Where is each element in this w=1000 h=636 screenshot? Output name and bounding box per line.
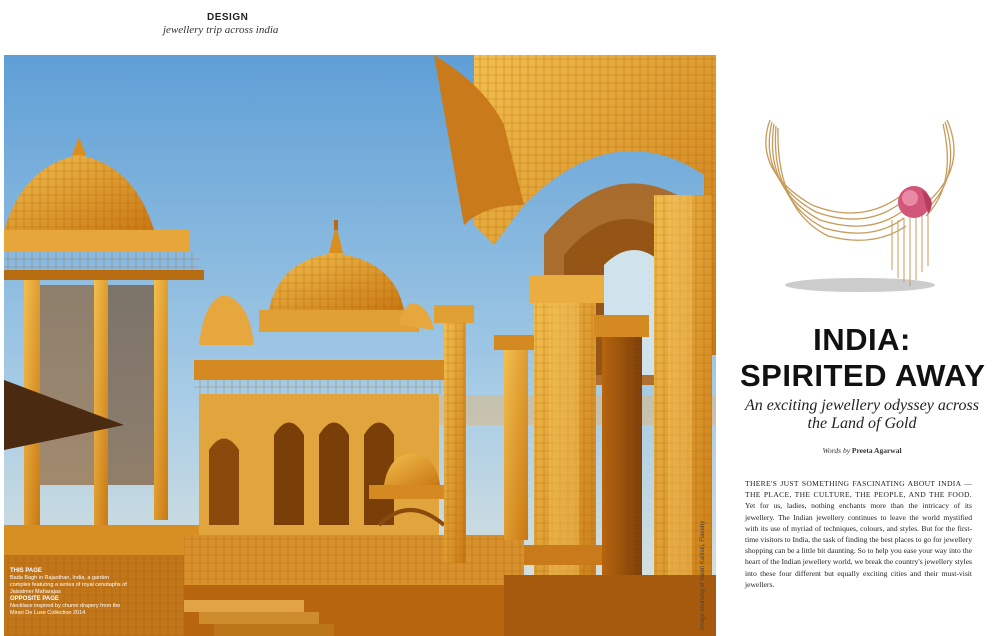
byline-label: Words by [822, 446, 851, 455]
necklace-image [742, 110, 972, 300]
standfirst: An exciting jewellery odyssey across the Land of Gold [745, 397, 979, 432]
headline-line-2: SPIRITED AWAY [740, 358, 986, 393]
headline [740, 322, 984, 394]
byline-author: Preeta Agarwal [851, 446, 902, 455]
caption-opposite-page-text: Necklace inspired by chunni drapery from the Mirari De Luxe Collection 2014 [10, 603, 121, 616]
article-body-text: Yet for us, ladies, nothing enchants more than the intricacy of its jewellery. The Indian jewellery continues to leave the world mystified with its use of myriad of techniques, colours, and styles. But for the first-time visitors to India, the task of finding the best places to go for jewellery shopping can be a little bit daunting. So to help you ease your way into the heart of the Indian jewellery world, we break the country's jewellery styles into these four different but equally exciting cities and their must-visit jewellers. [745, 501, 972, 589]
caption-opposite-page-heading: OPPOSITE PAGE [10, 596, 59, 602]
section-subtitle: jewellery trip across india [163, 24, 279, 36]
caption-this-page-heading: THIS PAGE [10, 568, 42, 574]
byline [740, 446, 984, 455]
section-label: DESIGN [207, 12, 249, 23]
image-credit: Image courtesy of Valeri Kalitski, Flaveby [700, 520, 706, 630]
cenotaph-photo [4, 55, 716, 636]
photo-caption [10, 568, 130, 617]
article-lead: THERE'S JUST SOMETHING FASCINATING ABOUT INDIA — THE PLACE, THE CULTURE, THE PEOPLE, AND THE FOOD. [745, 479, 972, 500]
headline-line-1: INDIA: [813, 322, 911, 357]
caption-this-page-text: Bada Bagh in Rajasthan, India, a garden complex featuring a series of royal cenotaphs of Jaisalmer Maharajas [10, 575, 127, 595]
article-body [745, 478, 972, 590]
